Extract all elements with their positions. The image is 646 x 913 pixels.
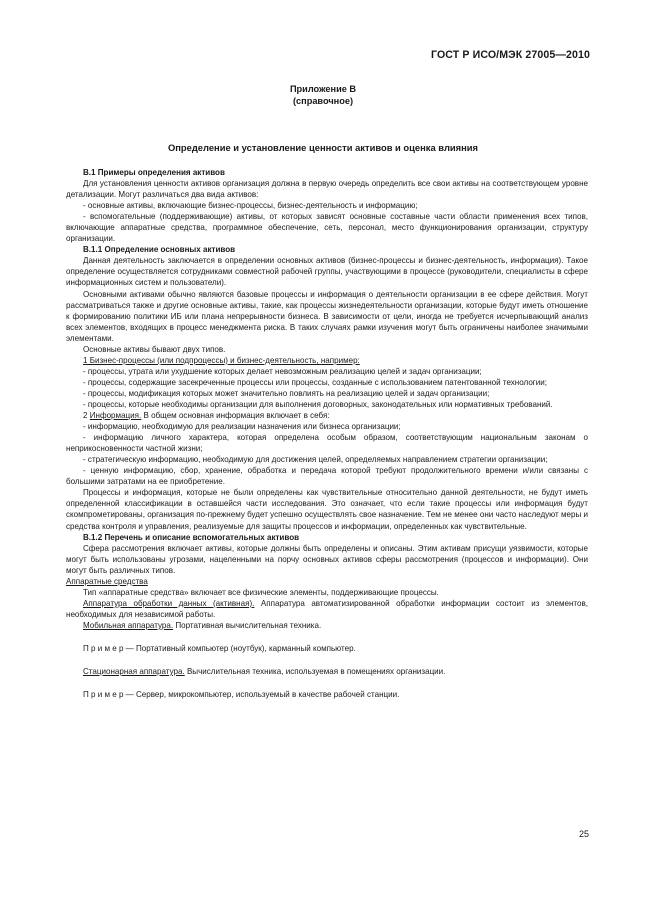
inline-text: Портативная вычислительная техника. <box>173 620 322 630</box>
paragraph: Данная деятельность заключается в определении основных активов (бизнес-процессы и бизнес-деятельность, информация). Такое определение осуществляется сотрудниками совместной рабочей группы, участвующими в процессе (руководители, специалисты в сфере информационных систем и пользователи). <box>66 256 588 288</box>
inline-text: Вычислительная техника, используемая в помещениях организации. <box>184 667 446 677</box>
paragraph <box>66 666 588 677</box>
paragraph: Сфера рассмотрения включает активы, которые должны быть определены и описаны. Этим активам присущи уязвимости, которые могут быть использованы угрозами, нацеленными на порчу основных активов сферы рассмотрения (процессов и информации). Они могут быть различных типов. <box>66 543 588 575</box>
list-item: - ценную информацию, сбор, хранение, обработка и передача которой требуют продолжительного времени и/или связаны с большими затратами на ее приобретение. <box>66 466 588 487</box>
paragraph <box>66 620 588 631</box>
page-title: Определение и установление ценности активов и оценка влияния <box>167 142 479 153</box>
example-note <box>66 689 588 700</box>
list-item: - процессы, утрата или ухудшение которых делает невозможным реализацию целей и задач организации; <box>83 366 482 376</box>
item-number: 2 <box>83 411 88 421</box>
list-item: - стратегическую информацию, необходимую для достижения целей, определяемых направлением стратегии организации; <box>83 455 548 465</box>
list-item: - информацию, необходимую для реализации назначения или бизнеса организации; <box>83 422 401 432</box>
example-prefix: П р и м е р <box>83 643 124 653</box>
paragraph: Основными активами обычно являются базовые процессы и информация о деятельности организации в ее сфере действия. Могут рассматриваться также и другие основные активы, такие, как процессы жизнедеятельности организации, которые будут иметь отношение к формированию политики ИБ или плана непрерывности бизнеса. В зависимости от цели, иногда не требуется исчерпывающий анализ всех элементов, входящих в процесс менеджмента риска. В таких случаях рамки изучения могут быть ограничены наиболее значимыми элементами. <box>66 289 588 343</box>
document-header: ГОСТ Р ИСО/МЭК 27005—2010 <box>431 49 590 61</box>
inline-text: Аппаратура автоматизированной обработки информации состоит из элементов, необходимых для независимой работы. <box>66 598 589 619</box>
paragraph: Процессы и информация, которые не были определены как чувствительные относительно данной деятельности, не будут иметь определенной классификации в оставшейся части исследования. Это означает, что если такие процессы или информация будут скомпрометированы, организация по-прежнему будет успешно осуществлять свое назначение. Тем не менее они часто наследуют меры и средства контроля и управления, реализуемые для защиты процессов и информации, определенных как чувствительные. <box>66 488 588 531</box>
underlined-text: Информация. <box>89 411 142 421</box>
underlined-text: Мобильная аппаратура. <box>83 620 174 630</box>
paragraph <box>66 598 588 620</box>
paragraph: Основные активы бывают двух типов. <box>83 344 226 354</box>
underlined-text: Аппаратура обработки данных (активная). <box>83 598 255 608</box>
document-body <box>66 167 588 700</box>
section-heading-b12: В.1.2 Перечень и описание вспомогательных активов <box>83 532 300 542</box>
paragraph: Тип «аппаратные средства» включает все физические элементы, поддерживающие процессы. <box>83 587 439 597</box>
inline-text: В общем основная информация включает в себя: <box>141 411 330 421</box>
list-item: - процессы, содержащие засекреченные процессы или процессы, созданные с использованием патентованной технологии; <box>83 377 547 387</box>
example-note <box>66 643 588 654</box>
inline-text: — Сервер, микрокомпьютер, используемый в качестве рабочей станции. <box>123 690 400 700</box>
list-item: - вспомогательные (поддерживающие) активы, от которых зависят основные составные части области применения всех типов, включающие аппаратные средства, программное обеспечение, сеть, персонал, место функционирования организации, структуру организации. <box>66 212 588 244</box>
paragraph: Для установления ценности активов организация должна в первую очередь определить все свои активы на соответствующем уровне детализации. Могут различаться два вида активов: <box>66 179 588 200</box>
section-heading-b1: В.1 Примеры определения активов <box>83 168 225 177</box>
subheading-hardware <box>66 576 588 587</box>
page-number: 25 <box>578 829 589 839</box>
list-item: - информацию личного характера, которая определена особым образом, соответствующим национальным законам о неприкосновенности частной жизни; <box>66 433 588 454</box>
example-prefix: П р и м е р <box>83 690 124 700</box>
appendix-label: Приложение В <box>289 84 357 94</box>
list-heading-business-processes <box>66 355 588 366</box>
underlined-text: Аппаратные средства <box>66 576 148 586</box>
appendix-type: (справочное) <box>292 96 353 106</box>
inline-text: — Портативный компьютер (ноутбук), карманный компьютер. <box>123 643 356 653</box>
list-item: - основные активы, включающие бизнес-процессы, бизнес-деятельность и информацию; <box>83 201 418 211</box>
list-heading-information <box>66 410 588 421</box>
section-heading-b11: В.1.1 Определение основных активов <box>83 245 236 255</box>
list-item: - процессы, которые необходимы организации для выполнения договорных, законодательных или нормативных требований. <box>83 399 553 409</box>
list-item: - процессы, модификация которых может значительно повлиять на реализацию целей и задач организации; <box>83 388 490 398</box>
underlined-text: Стационарная аппаратура. <box>83 667 185 677</box>
underlined-text: 1 Бизнес-процессы (или подпроцессы) и бизнес-деятельность, например: <box>83 355 360 365</box>
